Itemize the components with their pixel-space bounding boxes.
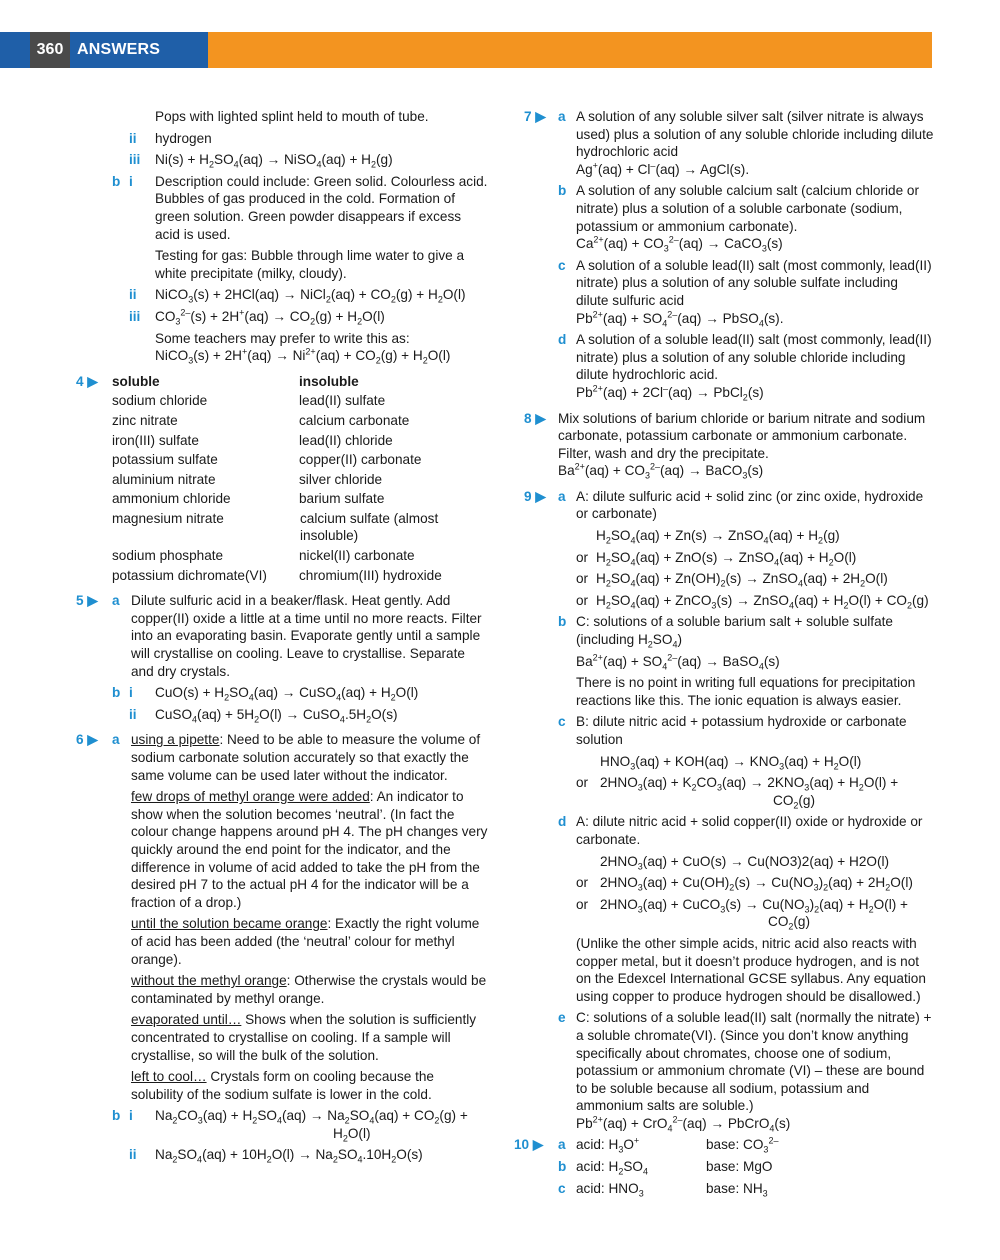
equation: $Ba^{2+}(aq) + SO_4^{2-}(aq)$ → BaSO$_4$(s): [576, 652, 780, 672]
table-row: aluminium nitrate silver chloride: [112, 471, 383, 487]
answer-text: C: solutions of a soluble barium salt + soluble sulfate (including $H_2SO_4$): [576, 614, 893, 650]
answer-7d: [514, 331, 934, 401]
answer-text: Some teachers may prefer to write this as:: [155, 330, 410, 346]
answer-paragraph: evaporated until… Shows when the solution is sufficiently concentrated to crystallise on cooling. If a sample will crystallise, so will the bulk of the solution.: [131, 1012, 477, 1063]
label-b: b: [558, 183, 567, 199]
label-b: b: [558, 1159, 567, 1175]
question-number-8: 8 ▶: [524, 410, 546, 426]
label-a: a: [558, 109, 566, 124]
table-row: potassium dichromate(VI) chromium(III) hydroxide: [112, 567, 442, 583]
answer-5bii: [76, 706, 488, 724]
equation: $HNO_3(aq) + KOH(aq) \to KNO_3(aq) + H_2O(l)$: [600, 753, 862, 772]
answer-text: A solution of any soluble silver salt (silver nitrate is always used) plus a solution of any soluble chloride including dilute hydrochloric acid: [576, 109, 934, 160]
table-row: potassium sulfate copper(II) carbonate: [112, 452, 422, 468]
column-header-insoluble: insoluble: [299, 373, 359, 389]
equation: $Ca^{2+}(aq) + CO_3^{2-}(aq)$ → CaCO$_3$(s): [576, 234, 783, 254]
answer-6bi: [76, 1107, 488, 1142]
right-column: [514, 108, 934, 1197]
table-row: ammonium chloride barium sulfate: [112, 491, 385, 507]
answer-text: A solution of a soluble lead(II) salt (most commonly, lead(II) nitrate) plus a solution of any soluble chloride including dilute hydrochloric acid.: [576, 332, 932, 383]
answer-text: A: dilute sulfuric acid + solid zinc (or zinc oxide, hydroxide or carbonate): [576, 488, 924, 522]
label-a: a: [558, 488, 566, 504]
answer-pair: acid: $HNO_3$ base: $NH_3$: [576, 1180, 768, 1199]
answer-9e: [514, 1009, 934, 1132]
answer-paragraph: until the solution became orange: Exactly the right volume of acid has been added (the ‘neutral’ colour for methyl orange).: [131, 916, 480, 967]
answer-6bii: [76, 1146, 488, 1164]
answer-5a: [76, 592, 488, 680]
answer-3aii: [76, 130, 488, 148]
answer-text: C: solutions of a soluble lead(II) salt (normally the nitrate) + a soluble chromate(VI). (Since you don’t know anything specifically about chromates, choose one of sodium, potassium or ammonium chromate (VI) – these are bound to be soluble because all sodium, potassium and ammonium salts are soluble.): [576, 1010, 932, 1114]
equation: Ag+(aq) + Cl–(aq) → AgCl(s).: [576, 160, 750, 177]
label-ii: ii: [129, 287, 137, 303]
label-d: d: [558, 814, 567, 830]
label-b: b: [558, 614, 567, 630]
equation: $CuO(s) + H_2SO_4(aq)$ → CuSO$_4$(aq) + $H_2O(l)$: [155, 685, 419, 703]
answer-text: B: dilute nitric acid + potassium hydroxide or carbonate solution: [576, 714, 907, 747]
answer-text: Testing for gas: Bubble through lime water to give a white precipitate (milky, cloudy).: [155, 248, 465, 281]
label-c: c: [558, 1180, 566, 1196]
header-orange-band: [208, 32, 932, 68]
equation: $CO_3^{2-}(s) + 2H^+(aq) \to CO_2(g) + H_2O(l)$: [155, 307, 385, 327]
table-row: magnesium nitrate calcium sulfate (almost insoluble): [112, 510, 439, 544]
label-iii: iii: [129, 308, 141, 324]
answer-paragraph: without the methyl orange: Otherwise the crystals would be contaminated by methyl orange.: [131, 973, 487, 1006]
answer-paragraph: few drops of methyl orange were added: An indicator to show when the solution becomes ‘neutral’. (In fact the colour change happens around pH 4. The pH changes very quickly around the end point for the indicator, and the difference in volume of acid added to take the pH from the desired pH 7 to the actual pH 4 for the indicator will be a fraction of a drop.): [131, 789, 488, 910]
equation: NiCO$_3$(s) + $2H^+(aq) \to Ni^{2+}(aq) + CO_2(g) + H_2O(l)$: [155, 346, 451, 366]
answer-10b: [514, 1158, 934, 1176]
answer-9d: [514, 813, 934, 1005]
answer-paragraph: using a pipette: Need to be able to measure the volume of sodium carbonate solution accurately so that exactly the same volume can be used later without the indicator.: [131, 732, 481, 783]
label-i: i: [129, 685, 133, 701]
question-number-9: 9 ▶: [524, 488, 546, 504]
equation: or $H_2SO_4(aq)$ + ZnCO$_3$(s) → ZnSO$_4$(aq) + $H_2O(l) + CO_2(g)$: [576, 592, 929, 611]
label-i: i: [129, 173, 133, 189]
question-number-10: 10 ▶: [514, 1137, 544, 1153]
question-number-5: 5 ▶: [76, 593, 98, 609]
answer-7c: [514, 257, 934, 327]
answer-text: A: dilute nitric acid + solid copper(II) oxide or hydroxide or carbonate.: [576, 814, 923, 847]
answer-3aiii: [76, 151, 488, 169]
equation: $H_2SO_4(aq) + Zn(s)$ → ZnSO$_4$(aq) + $H_2(g)$: [596, 528, 840, 546]
column-header-soluble: soluble: [112, 373, 160, 389]
answer-pair: acid: $H_3O^+$ base: $CO_3^{2-}$: [576, 1135, 779, 1156]
label-ii: ii: [129, 130, 137, 146]
question-number-4: 4 ▶: [76, 373, 98, 389]
table-header: [112, 373, 488, 391]
answer-pair: acid: $H_2SO_4$ base: MgO: [576, 1159, 773, 1177]
answer-9b: [514, 613, 934, 709]
label-a: a: [112, 593, 120, 609]
answer-paragraph: left to cool… Crystals form on cooling because the solubility of the sodium sulfate is lower in the cold.: [131, 1069, 434, 1102]
answer-3biii: [76, 308, 488, 365]
answer-6a: [76, 731, 488, 1103]
table-row: sodium chloride lead(II) sulfate: [112, 393, 386, 409]
label-e: e: [558, 1010, 566, 1026]
equation: $Pb^{2+}(aq) + 2Cl^-(aq)$ → PbCl$_2$(s): [576, 383, 764, 403]
label-a: a: [112, 732, 120, 748]
page-number: 360: [30, 32, 70, 68]
answer-text: Dilute sulfuric acid in a beaker/flask. Heat gently. Add copper(II) oxide a little at a time until no more reacts. Filter into an evaporating basin. Evaporate gently until a sample will crystallise on cooling. Leave to crystallise. Separate and dry crystals.: [131, 593, 482, 679]
page-header: [0, 32, 932, 68]
table-row: sodium phosphate nickel(II) carbonate: [112, 548, 415, 564]
label-iii: iii: [129, 152, 141, 168]
equation: $Pb^{2+}(aq) + CrO_4^{2-}(aq)$ → PbCrO$_4$(s): [576, 1114, 791, 1134]
label-b: b: [112, 173, 121, 189]
page-title: ANSWERS: [77, 41, 161, 58]
label-d: d: [558, 332, 567, 348]
label-c: c: [558, 714, 566, 730]
label-c: c: [558, 257, 566, 273]
equation-continued: $CO_2(g)$: [768, 914, 811, 933]
equation: $Na_2SO_4(aq) + 10H_2O(l) \to Na_2SO_4.10H_2O(s)$: [155, 1147, 423, 1166]
answer-text: A solution of a soluble lead(II) salt (most commonly, lead(II) nitrate) plus a solution of any soluble sulfate including dilute sulfuric acid: [576, 257, 932, 308]
table-row: iron(III) sulfate lead(II) chloride: [112, 432, 393, 448]
answer-text: There is no point in writing full equations for precipitation reactions like this. The ionic equation is always easier.: [576, 675, 916, 708]
table-row: zinc nitrate calcium carbonate: [112, 412, 410, 428]
question-number-6: 6 ▶: [76, 732, 98, 748]
answer-10a: [514, 1136, 934, 1154]
equation: NiCO$_3$(s) + 2HCl(aq) → NiCl$_2$(aq) + $CO_2(g) + H_2O(l)$: [155, 287, 466, 306]
answer-4: [76, 373, 488, 585]
equation-continued: $CO_2(g)$: [773, 792, 816, 811]
answer-text: Pops with lighted splint held to mouth of tube.: [155, 109, 429, 124]
answer-3bi: [76, 173, 488, 283]
question-number-7: 7 ▶: [524, 109, 546, 124]
answer-text: Mix solutions of barium chloride or barium nitrate and sodium carbonate, potassium carbonate or ammonium carbonate. Filter, wash and dry the precipitate.: [558, 410, 926, 461]
answer-10c: [514, 1180, 934, 1198]
equation: or $2HNO_3(aq)$ + CuCO$_3$(s) → $Cu(NO_3)_2(aq) + H_2O(l)$ +: [576, 896, 908, 915]
answer-3bii: [76, 286, 488, 304]
answer-text: Description could include: Green solid. Colourless acid. Bubbles of gas produced in the cold. Formation of green solution. Green powder disappears if excess acid is used.: [155, 173, 488, 242]
answer-9a: [514, 488, 934, 610]
answer-7a: [514, 108, 934, 178]
equation: or $H_2SO_4(aq) + Zn(OH)_2(s)$ → ZnSO$_4$(aq) + $2H_2O(l)$: [576, 571, 888, 589]
left-column: [76, 108, 488, 1164]
equation: or $2HNO_3(aq) + Cu(OH)_2(s) \to Cu(NO_3)_2(aq) + 2H_2O(l)$: [576, 875, 913, 893]
equation: $Pb^{2+}(aq) + SO_4^{2-}(aq)$ → PbSO$_4$(s).: [576, 309, 784, 329]
label-i: i: [129, 1108, 133, 1124]
equation: $2HNO_3(aq) + CuO(s) \to Cu(NO3)2(aq) + H2O(l)$: [600, 853, 890, 872]
label-ii: ii: [129, 706, 137, 722]
label-ii: ii: [129, 1147, 137, 1163]
answer-8: [514, 410, 934, 480]
label-b: b: [112, 1108, 121, 1124]
equation: $Na_2CO_3(aq) + H_2SO_4(aq) \to Na_2SO_4(aq) + CO_2(g)$ +: [155, 1108, 468, 1126]
answer-text: A solution of any soluble calcium salt (calcium chloride or nitrate) plus a solution of a soluble carbonate (sodium, potassium or ammonium carbonate).: [576, 183, 920, 234]
equation: or $H_2SO_4(aq) + ZnO(s)$ → ZnSO$_4$(aq) + $H_2O(l)$: [576, 549, 857, 568]
answer-7b: [514, 182, 934, 252]
answer-5bi: [76, 684, 488, 702]
equation: $Ba^{2+}(aq) + CO_3^{2-}(aq)$ → BaCO$_3$(s): [558, 461, 764, 481]
equation-continued: $H_2O(l)$: [333, 1125, 371, 1144]
equation: $Ni(s) + H_2SO_4(aq)$ → NiSO$_4$(aq) + $H_2(g)$: [155, 152, 393, 170]
answer-text: (Unlike the other simple acids, nitric acid also reacts with copper metal, but it doesn’t produce hydrogen, and is not on the Edexcel International GCSE syllabus. Any equation using copper to produce hydrogen should be disallowed.): [576, 935, 926, 1004]
answer-text: hydrogen: [155, 130, 212, 146]
label-a: a: [558, 1137, 566, 1153]
label-b: b: [112, 685, 121, 701]
answer-9c: [514, 713, 934, 809]
equation: or $2HNO_3(aq) + K_2CO_3(aq) \to 2KNO_3(aq) + H_2O(l)$ +: [576, 775, 899, 793]
equation: CuSO$_4$(aq) + $5H_2O(l)$ → $CuSO_4.5H_2O(s)$: [155, 706, 398, 725]
